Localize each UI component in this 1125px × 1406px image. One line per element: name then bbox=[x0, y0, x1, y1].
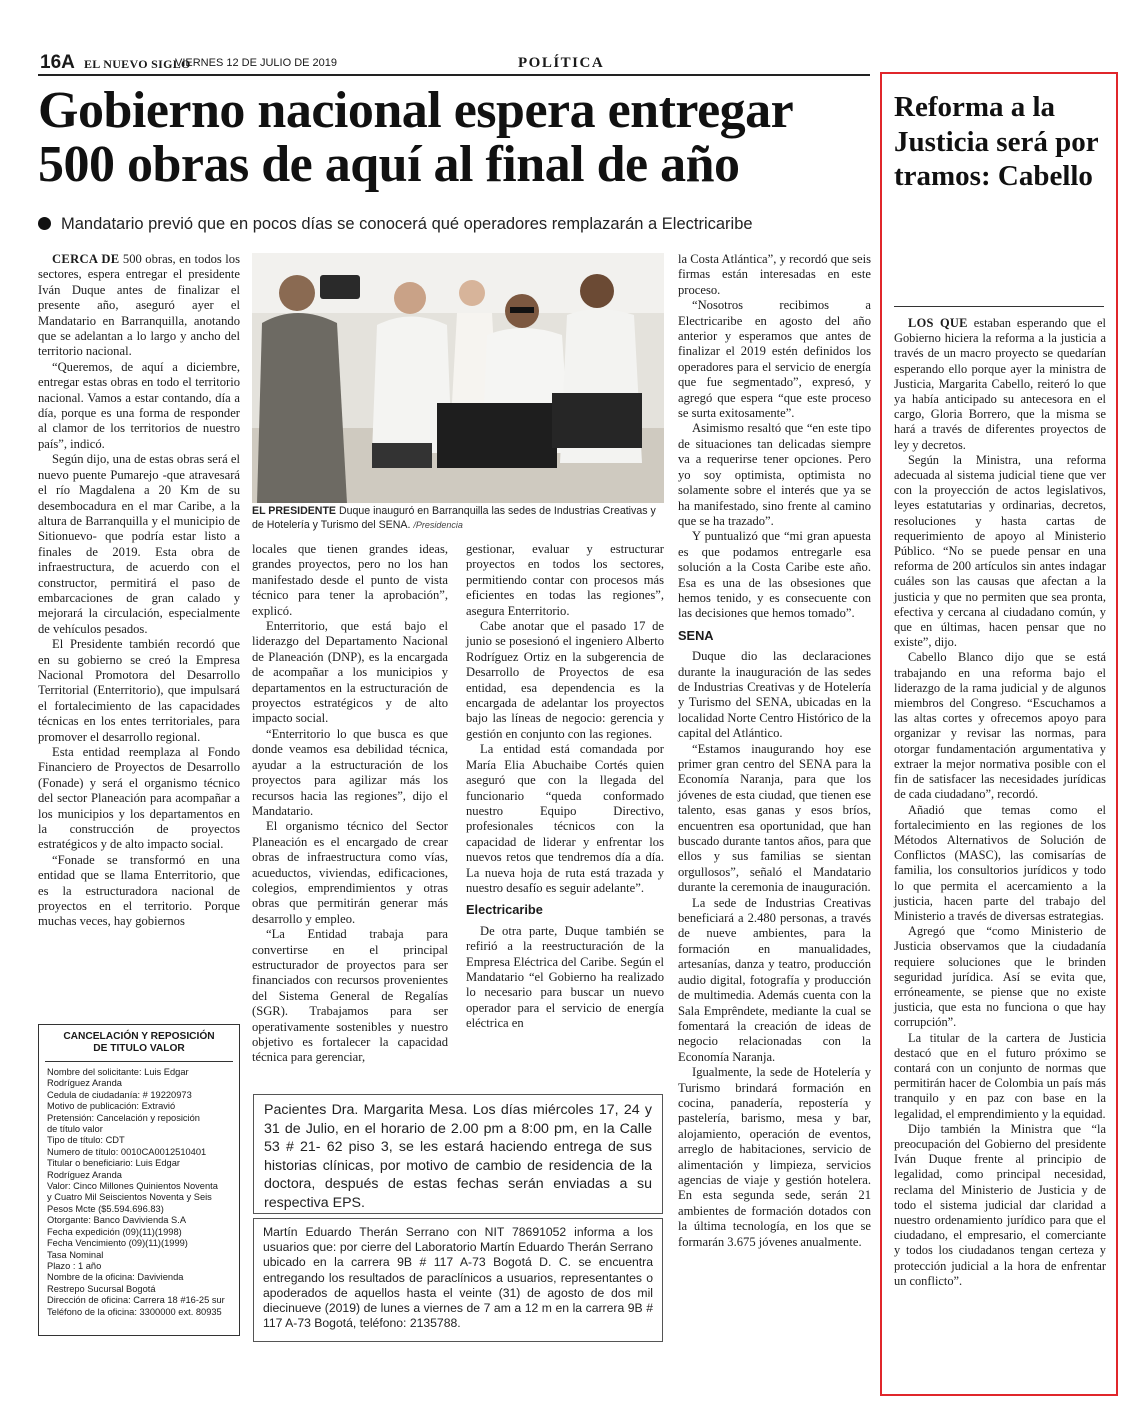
paragraph: gestionar, evaluar y estructurar proyectos en todos los sectores, permitiendo contar con procesos más eficientes en todas las regiones”, asegura Enterritorio. bbox=[466, 542, 664, 618]
paragraph: Según la Ministra, una reforma adecuada al sistema judicial tiene que ver con la proyección de actos legislativos, leyes estatutarias y ordinarias, decretos, resoluciones y hasta cartas de requerimiento de apoyo al Ministerio Público. “No se puede pensar en una reforma de 200 artículos sin antes indagar cuáles son las causas que afectan a la justicia y que no permiten que sea pronta, efectiva y cercana al ciudadano común, y que en últimas, hacen pensar que no existe”, dijo. bbox=[894, 452, 1106, 650]
classified-line: Pretensión: Cancelación y reposición bbox=[47, 1112, 200, 1123]
classified-line: Nombre del solicitante: Luis Edgar bbox=[47, 1067, 189, 1077]
page-header bbox=[38, 52, 870, 76]
classified-line: Cedula de ciudadanía: # 19220973 bbox=[47, 1089, 192, 1100]
classified-notice bbox=[38, 1024, 240, 1336]
classified-line: y Cuatro Mil Seiscientos Noventa y Seis bbox=[47, 1192, 212, 1203]
paragraph: 500 obras, en todos los sectores, espera entregar el presidente Iván Duque antes de finalizar el presente año, aseguró ayer el Mandatario en Barranquilla, anotando que se adelantan a lo largo y ancho del territorio nacional. bbox=[38, 252, 240, 359]
paragraph: De otra parte, Duque también se refirió a la reestructuración de la Empresa Eléctrica del Caribe. Según el Mandatario “el Gobierno ha realizado lo necesario para buscar un nuevo operador para el servicio de energía eléctrica en bbox=[466, 923, 664, 1031]
caption-lead: EL PRESIDENTE bbox=[252, 505, 336, 517]
newspaper-name: EL NUEVO SIGLO bbox=[84, 57, 191, 71]
paragraph: Añadió que temas como el fortalecimiento en las regiones de los Métodos Alternativos de Solución de Conflictos (MASC), las comisarías de familia, los consultorios jurídicos y todo lo que permita el acercamiento a la justicia, hacen parte del trabajo del Ministerio a través de diversas estrategias. bbox=[894, 802, 1106, 923]
subhead-electricaribe: Electricaribe bbox=[466, 902, 543, 918]
photo-caption bbox=[252, 505, 664, 532]
sidebar-body bbox=[894, 316, 1106, 1289]
paragraph: Esta entidad reemplaza al Fondo Financiero de Proyectos de Desarrollo (Fonade) y será el organismo técnico del sector Planeación para acompañar a los municipios y los departamentos en la construcción de proyectos estratégicos y de alto impacto social. bbox=[38, 745, 240, 852]
caption-text: Duque inauguró en Barranquilla las sedes de Industrias Creativas y de Hotelería y Turismo del SENA. bbox=[252, 505, 656, 531]
paragraph: “Enterritorio lo que busca es que donde veamos esa debilidad técnica, ayudar a la estructuración de los proyectos para agilizar más los recursos hacia las regiones”, dijo el Mandatario. bbox=[252, 726, 448, 818]
paragraph: El organismo técnico del Sector Planeación es el encargado de crear obras de infraestructura como vías, acueductos, viviendas, edificaciones, colegios, emprendimientos y otras obras que permitirán generar más desarrollo y empleo. bbox=[252, 819, 448, 926]
subhead-sena: SENA bbox=[678, 627, 714, 643]
section-name: POLÍTICA bbox=[518, 55, 605, 71]
photo-credit: /Presidencia bbox=[413, 519, 463, 530]
deck-text: Mandatario previó que en pocos días se conocerá qué operadores remplazarán a Electricaribe bbox=[61, 215, 753, 233]
classified-line: Restrepo Sucursal Bogotá bbox=[47, 1283, 156, 1294]
classified-line: Plazo : 1 año bbox=[47, 1260, 102, 1271]
classified-line: Otorgante: Banco Davivienda S.A bbox=[47, 1215, 187, 1226]
paragraph: El Presidente también recordó que en su gobierno se creó la Empresa Nacional Promotora del Desarrollo Territorial (Enterritorio), que impulsará el fortalecimiento de las capacidades técnicas en los entes territoriales, para promover el desarrollo regional. bbox=[38, 637, 240, 744]
paragraph: locales que tienen grandes ideas, grandes proyectos, pero no los han manifestado desde el punto de vista técnico para tener la aprobación”, explicó. bbox=[252, 542, 448, 618]
sidebar-divider bbox=[894, 306, 1104, 307]
article-lead: CERCA DE bbox=[52, 252, 120, 266]
sidebar-article bbox=[880, 72, 1118, 1396]
issue-date: VIERNES 12 DE JULIO DE 2019 bbox=[175, 57, 338, 69]
article-deck bbox=[38, 214, 868, 234]
article-headline: Gobierno nacional espera entregar 500 obras de aquí al final de año bbox=[38, 82, 793, 193]
article-column-4 bbox=[678, 252, 871, 1250]
paragraph: Igualmente, la sede de Hotelería y Turismo brindará formación en cocina, panadería, repostería y pastelería, barismo, mesa y bar, alojamiento, operación de eventos, arreglo de habitaciones, servicio de alimentación y limpieza, servicios agencias de viaje y gestión hotelera. En esta segunda sede, serán 21 ambientes de formación dotados con la última tecnología, en los que se formarán 3.675 jóvenes anualmente. bbox=[678, 1065, 871, 1249]
notice-patients: Pacientes Dra. Margarita Mesa. Los días miércoles 17, 24 y 31 de Julio, en el horario de 2.00 pm a 8:00 pm, en la Calle 53 # 21- 62 piso 3, se les estará haciendo entrega de sus historias clínicas, por motivo de cambio de residencia de la doctora, después de estas fechas serán enviadas a su respectiva EPS. bbox=[253, 1094, 663, 1214]
paragraph: Asimismo resaltó que “en este tipo de situaciones tan delicadas siempre va a requerirse tener opciones. Pero yo soy optimista, optimista no solamente sobre el interés que ya se ha manifestado, sino frente al camino que se ha trazado”. bbox=[678, 421, 871, 528]
classified-line: Teléfono de la oficina: 3300000 ext. 80935 bbox=[47, 1306, 222, 1317]
classified-line: Titular o beneficiario: Luis Edgar bbox=[47, 1158, 180, 1169]
paragraph: Duque dio las declaraciones durante la inauguración de las sedes de Industrias Creativas y de Hotelería y Turismo del SENA, ubicadas en la localidad Norte Centro Histórico de la capital del Atlántico. bbox=[678, 649, 871, 741]
page-number: 16A bbox=[40, 52, 75, 73]
classified-line: Dirección de oficina: Carrera 18 #16-25 sur bbox=[47, 1295, 225, 1306]
classified-line: Fecha expedición (09)(11)(1998) bbox=[47, 1226, 182, 1237]
paragraph: Enterritorio, que está bajo el liderazgo del Departamento Nacional de Planeación (DNP), es la encargada de acompañar a los municipios y departamentos en la estructuración de proyectos estratégicos y de alto impacto social. bbox=[252, 619, 448, 726]
classified-title: CANCELACIÓN Y REPOSICIÓN DE TITULO VALOR bbox=[45, 1025, 233, 1062]
paragraph: Dijo también la Ministra que “la preocupación del Gobierno del presidente Iván Duque frente al principio de legalidad, como principal necesidad, reclama del Ministerio de Justicia y de todo el sistema judicial dar claridad a nuestro ordenamiento jurídico para que el ciudadano, el empresario, el comerciante y todos los ciudadanos tengan certeza y protección judicial a la hora de enfrentar un conflicto”. bbox=[894, 1121, 1106, 1288]
article-photo bbox=[252, 253, 664, 503]
article-column-1 bbox=[38, 252, 240, 930]
classified-line: Motivo de publicación: Extravió bbox=[47, 1101, 176, 1112]
classified-line: Fecha Vencimiento (09)(11)(1999) bbox=[47, 1238, 188, 1249]
paragraph: estaban esperando que el Gobierno hiciera la reforma a la justicia a través de un macro proyecto se quedarían esperando ello porque ayer la ministra de Justicia, Margarita Cabello, reiteró lo que ya había anticipado su antecesora en el cargo, Gloria Borrero, que la misma se hará a través de diferentes proyectos de ley y decretos. bbox=[894, 316, 1106, 452]
paragraph: “Nosotros recibimos a Electricaribe en agosto del año anterior y esperamos que antes de finalizar el 2019 estén definidos los operadores para el servicio de energía que fue segmentado”, expresó, y agregó que espera “que este proceso se surta exitosamente”. bbox=[678, 298, 871, 421]
classified-line: Nombre de la oficina: Davivienda bbox=[47, 1272, 184, 1283]
paragraph: La titular de la cartera de Justicia destacó que en el futuro próximo se contará con un conjunto de normas que permitirán hacer de Colombia un país más tranquilo y en paz con base en la legalidad, el emprendimiento y la equidad. bbox=[894, 1030, 1106, 1121]
sidebar-headline: Reforma a la Justicia será por tramos: Cabello bbox=[894, 91, 1099, 192]
notice-laboratory: Martín Eduardo Therán Serrano con NIT 78691052 informa a los usuarios que: por cierre del Laboratorio Martín Eduardo Therán Serrano ubicado en la carrera 9B # 117 A-73 Bogotá D. C. se encuentra entregando los resultados de paraclínicos a usuarios, representantes o apoderados de aquellos hasta el veinte (31) de agosto de dos mil diecinueve (2019) de lunes a viernes de 7 am a 12 m en la carrera 9B # 117 A-73 Bogotá, teléfono: 2135788. bbox=[253, 1218, 663, 1342]
classified-line: Numero de título: 0010CA0012510401 bbox=[47, 1146, 207, 1157]
classified-line: Tipo de título: CDT bbox=[47, 1135, 125, 1146]
paragraph: “La Entidad trabaja para convertirse en el principal estructurador de proyectos para ser financiados con recursos provenientes del Sistema General de Regalías (SGR). Trabajamos para ser operativamente sostenibles y nuestro objetivo es fortalecer la capacidad técnica para gerenciar, bbox=[252, 927, 448, 1065]
classified-line: Tasa Nominal bbox=[47, 1249, 104, 1260]
bullet-icon bbox=[38, 217, 51, 230]
paragraph: La entidad está comandada por María Elia Abuchaibe Cortés quien aseguró que con la llegada del funcionario “queda conformado nuestro Equipo Directivo, profesionales técnicos con la capacidad de liderar y enfrentar los nuevos retos que tendremos día a día. La nueva hoja de ruta está trazada y nuestro desafío es seguir adelante”. bbox=[466, 742, 664, 895]
classified-line: de título valor bbox=[47, 1124, 103, 1135]
paragraph: Y puntualizó que “mi gran apuesta es que podamos entregarle esa solución a la Costa Caribe este año. Esa es una de las obsesiones que hemos tenido, y es consecuente con las decisiones que hemos tomado”. bbox=[678, 529, 871, 621]
paragraph: La sede de Industrias Creativas beneficiará a 2.480 personas, a través de nueve ambientes, para la formación en manualidades, artesanías, danza y teatro, producción audio digital, fotografía y producción de multimedia. Además cuenta con la Sala Emprêndete, mediante la cual se fomentará la creación de ideas de negocio relacionadas con la Economía Naranja. bbox=[678, 895, 871, 1064]
classified-line: Pesos Mcte ($5.594.696.83) bbox=[47, 1203, 164, 1214]
article-column-2 bbox=[252, 542, 448, 1066]
paragraph: Agregó que “como Ministerio de Justicia observamos que la ciudadanía requiere soluciones que le brinden seguridad jurídica. Así se evita que, erróneamente, se piense que no existe justicia, que esta no funciona o que hay corrupción”. bbox=[894, 924, 1106, 1030]
classified-line: Valor: Cinco Millones Quinientos Noventa bbox=[47, 1181, 218, 1192]
sidebar-lead: LOS QUE bbox=[908, 316, 968, 330]
paragraph: Según dijo, una de estas obras será el nuevo puente Pumarejo -que atravesará el río Magdalena a 20 Km de su desembocadura en el mar Caribe, a la altura de Barranquilla y el municipio de Sitionuevo- que podría estar listo a finales de 2019. Esta obra de infraestructura, de acuerdo con el constructor, permitirá el paso de embarcaciones de gran calado y mejorará la circulación, especialmente de vehículos pesados. bbox=[38, 452, 240, 636]
paragraph: la Costa Atlántica”, y recordó que seis firmas están interesadas en este proceso. bbox=[678, 252, 871, 297]
paragraph: “Fonade se transformó en una entidad que se llama Enterritorio, que es la estructuradora nacional de proyectos en el territorio. Porque muchas veces, hay gobiernos bbox=[38, 852, 240, 929]
article-column-3 bbox=[466, 542, 664, 1032]
paragraph: Cabe anotar que el pasado 17 de junio se posesionó el ingeniero Alberto Rodríguez Ortiz en la subgerencia de Desarrollo de Proyectos de esa entidad, esa dependencia es la encargada de adelantar los proyectos bajo las líneas de negocio: gerencia y gestión en conjunto con las regiones. bbox=[466, 619, 664, 741]
paragraph: “Queremos, de aquí a diciembre, entregar estas obras en todo el territorio nacional. Vamos a estar contando, día a día, porque es una forma de responder al clamor de los territorios de nuestro país”, indicó. bbox=[38, 359, 240, 451]
paragraph: Cabello Blanco dijo que se está trabajando en una reforma bajo el liderazgo de la rama judicial y de algunos miembros del Congreso. “Escuchamos a las altas cortes y ofrecemos apoyo para organizar y revisar las normas, para otorgar fundamentación argumentativa y extraer la mejor normativa posible con el fin de satisfacer las necesidades jurídicas de cada ciudadano”, recordó. bbox=[894, 650, 1106, 802]
classified-line: Rodríguez Aranda bbox=[47, 1169, 122, 1180]
classified-line: Rodríguez Aranda bbox=[47, 1078, 122, 1089]
paragraph: “Estamos inaugurando hoy ese primer gran centro del SENA para la Economía Naranja, para que los jóvenes de esta ciudad, que tienen ese talento, esas ganas y esos bríos, encuentren esa oportunidad, que han buscado durante tantos años, para que ellos y sus familias se sientan orgullosos”, señaló el Mandatario durante la ceremonia de inauguración. bbox=[678, 741, 871, 895]
